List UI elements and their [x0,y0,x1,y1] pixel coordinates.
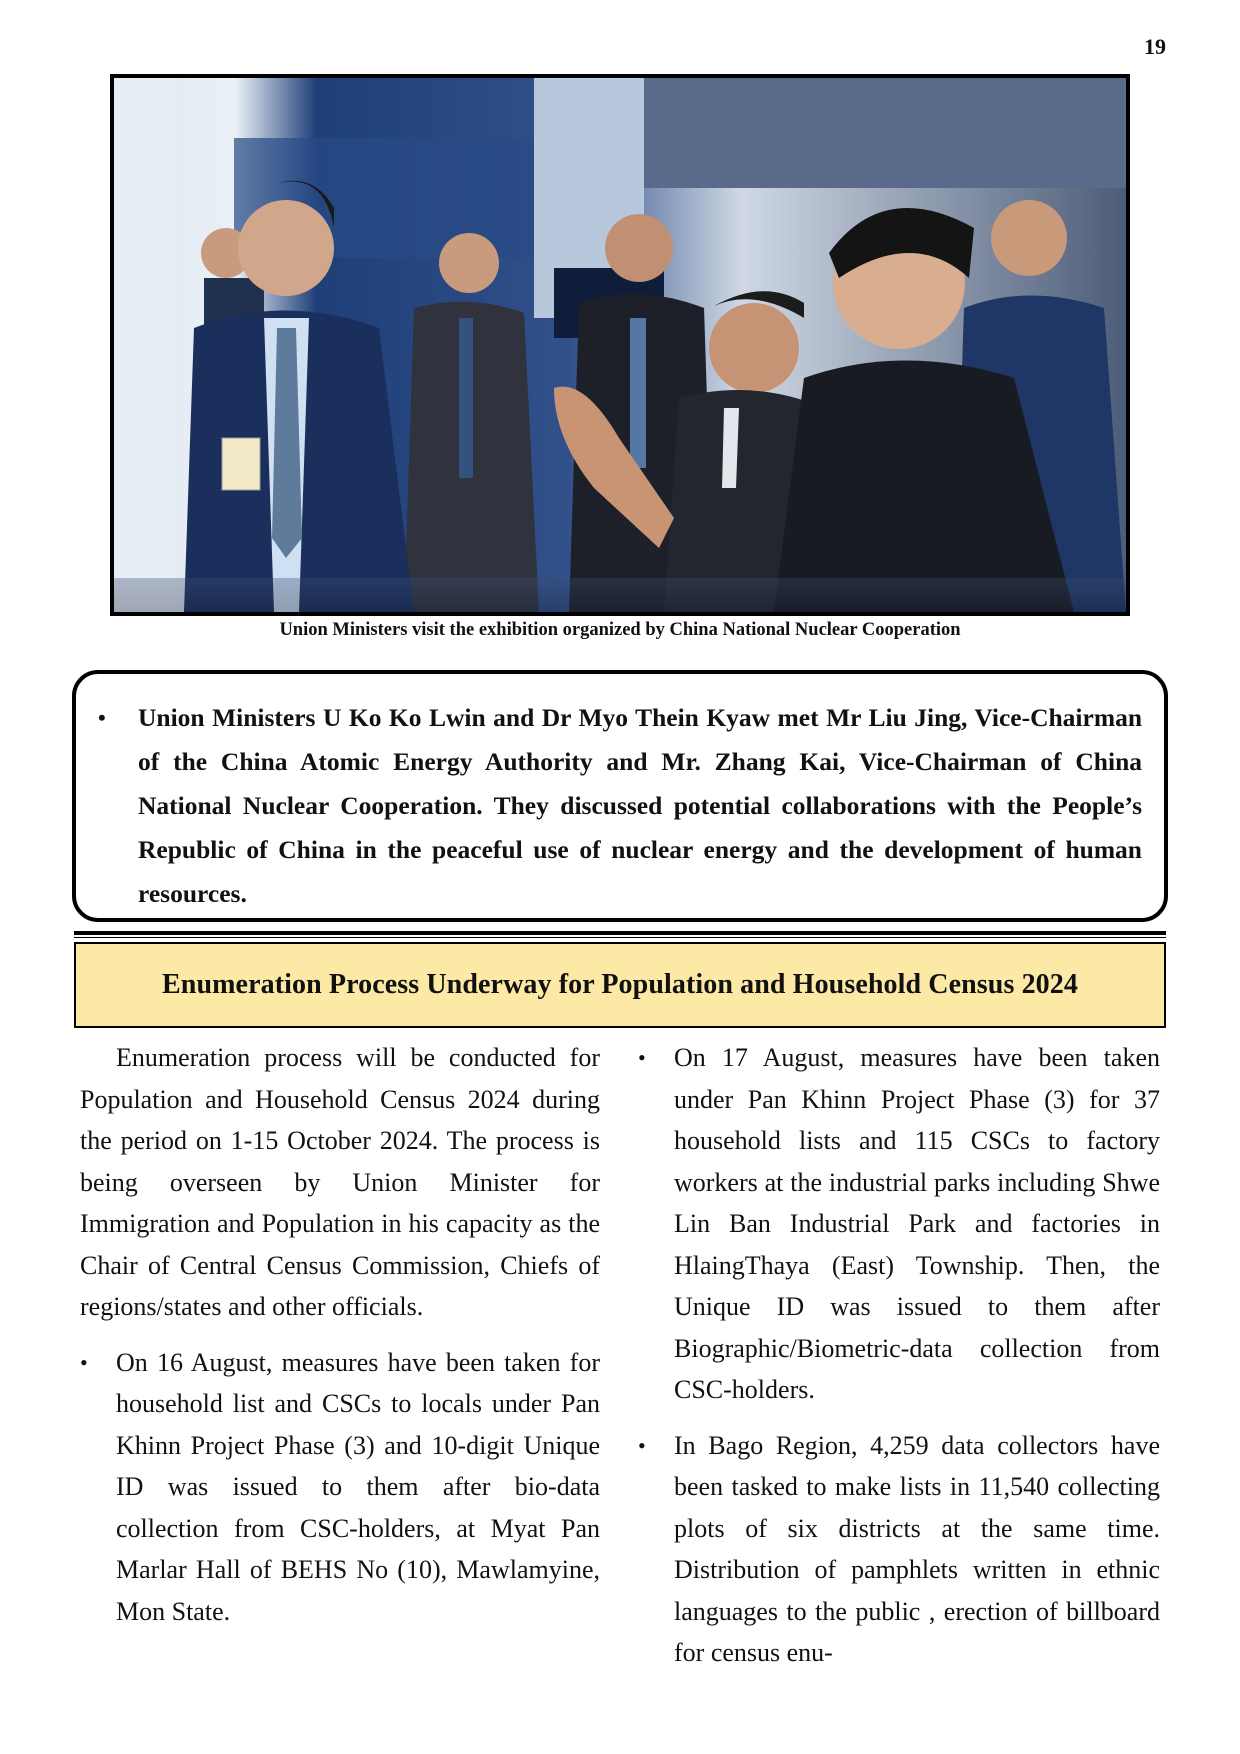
section-divider-thin [74,937,1166,938]
article-headline: Enumeration Process Underway for Population and Household Census 2024 [162,969,1078,1000]
article-bullet-text: In Bago Region, 4,259 data collectors have been tasked to make lists in 11,540 collecting plots of six districts at the same time. Distribution of pamphlets written in ethnic languages to the public , erection of billboard for census enu- [674,1430,1160,1667]
section-divider [74,931,1166,935]
highlight-item [96,696,1142,916]
bullet-icon: • [638,1045,646,1070]
article-bullet-text: On 17 August, measures have been taken under Pan Khinn Project Phase (3) for 37 household lists and 115 CSCs to factory workers at the industrial parks including Shwe Lin Ban Industrial Park and factories in HlaingThaya (East) Township. Then, the Unique ID was issued to them after Biographic/Biometric-data collection from CSC-holders. [674,1043,1160,1404]
article-column-left [80,1037,600,1632]
photo-illustration [114,78,1126,612]
article-bullet [638,1425,1160,1674]
article-heading-box [74,942,1166,1028]
photo-caption: Union Ministers visit the exhibition organized by China National Nuclear Cooperation [279,620,961,640]
highlight-box [72,670,1168,922]
highlight-text: Union Ministers U Ko Ko Lwin and Dr Myo Thein Kyaw met Mr Liu Jing, Vice-Chairman of the China Atomic Energy Authority and Mr. Zhang Kai, Vice-Chairman of China National Nuclear Cooperation. They discussed potential collaborations with the People’s Republic of China in the peaceful use of nuclear energy and the development of human resources. [138,703,1142,908]
article-bullet-text: On 16 August, measures have been taken for household list and CSCs to locals under Pan Khinn Project Phase (3) and 10-digit Unique ID was issued to them after bio-data collection from CSC-holders, at Myat Pan Marlar Hall of BEHS No (10), Mawlamyine, Mon State. [116,1347,600,1626]
article-bullet [638,1037,1160,1411]
article-column-right [638,1037,1160,1674]
exhibition-photo [110,74,1130,616]
article-intro: Enumeration process will be conducted for Population and Household Census 2024 during the period on 1-15 October 2024. The process is being overseen by Union Minister for Immigration and Population in his capacity as the Chair of Central Census Commission, Chiefs of regions/states and other officials. [80,1043,600,1321]
page-number: 19 [1144,34,1166,59]
bullet-icon: • [98,705,106,730]
bullet-icon: • [638,1432,646,1458]
bullet-icon: • [80,1349,88,1375]
article-bullet [80,1342,600,1633]
